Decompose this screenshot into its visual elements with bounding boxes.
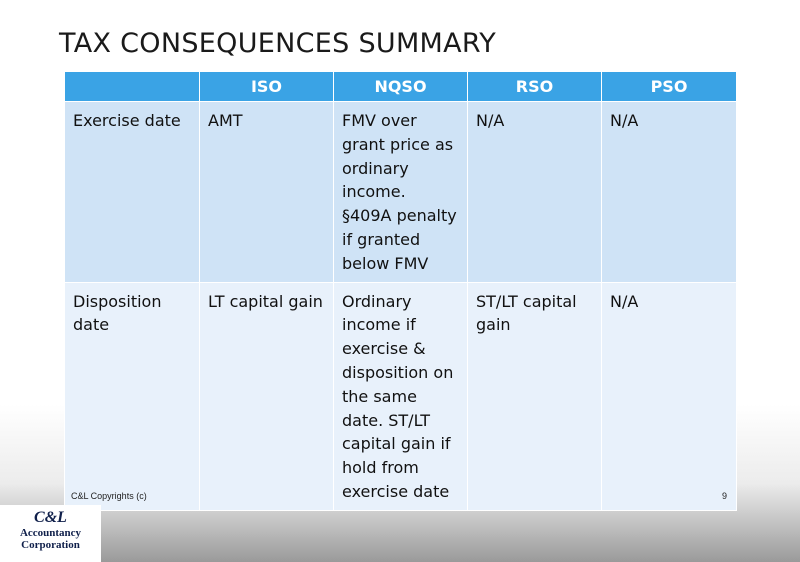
table-row [65, 282, 737, 510]
cell-pso: N/A [602, 102, 737, 283]
cell-pso: N/A [602, 282, 737, 510]
header-cell-blank [65, 72, 200, 102]
logo-line-2: Corporation [21, 539, 80, 551]
row-label-disposition-date: Disposition date [65, 282, 200, 510]
logo-mark: C&L [34, 509, 67, 526]
table-row [65, 102, 737, 283]
cell-nqso: FMV over grant price as ordinary income. §409A penalty if granted below FMV [334, 102, 468, 283]
logo-line-1: Accountancy [19, 527, 82, 539]
cell-iso: LT capital gain [200, 282, 334, 510]
page-number: 9 [722, 491, 728, 501]
cell-rso: ST/LT capital gain [468, 282, 602, 510]
header-cell-nqso: NQSO [334, 72, 468, 102]
header-cell-iso: ISO [200, 72, 334, 102]
table-header-row [65, 72, 737, 102]
company-logo [0, 505, 101, 562]
header-cell-pso: PSO [602, 72, 737, 102]
header-cell-rso: RSO [468, 72, 602, 102]
slide-title: TAX CONSEQUENCES SUMMARY [59, 28, 497, 59]
cell-rso: N/A [468, 102, 602, 283]
tax-summary-table [64, 71, 737, 511]
copyright-footer: C&L Copyrights (c) [71, 491, 147, 501]
cell-iso: AMT [200, 102, 334, 283]
row-label-exercise-date: Exercise date [65, 102, 200, 283]
cell-nqso: Ordinary income if exercise & disposition on the same date. ST/LT capital gain if hold from exercise date [334, 282, 468, 510]
